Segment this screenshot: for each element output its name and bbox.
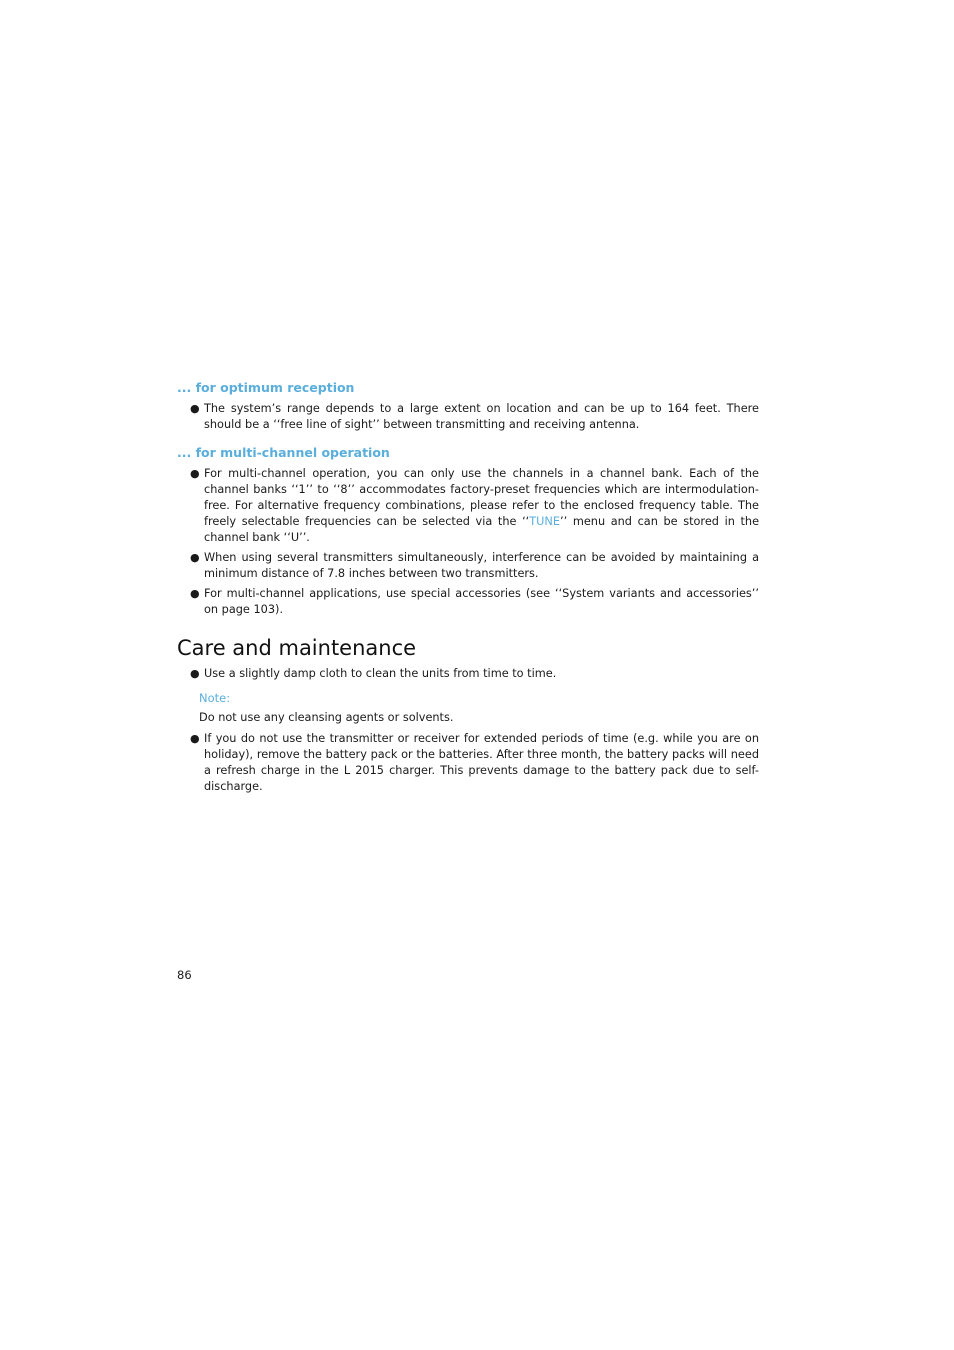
- page-number: 86: [177, 968, 192, 982]
- note-text: Do not use any cleansing agents or solvents.: [199, 711, 454, 724]
- bullet-icon: ●: [190, 587, 200, 600]
- bullet-icon: ●: [190, 551, 200, 564]
- multichannel-bullet-1-pre: For multi-channel operation, you can only use the channels in a channel bank. Each of the channel banks ‘‘1’’ to ‘‘8’’ accommodates factory-preset frequencies which are intermodulation-free. For alternative frequency combinations, please refer to the enclosed frequency table. The freely selectable frequencies can be selected via the ‘‘: [204, 467, 759, 528]
- bullet-icon: ●: [190, 402, 200, 415]
- list-item: [177, 550, 759, 582]
- tune-menu-label: TUNE: [529, 515, 561, 528]
- reception-bullet-text: The system’s range depends to a large extent on location and can be up to 164 feet. There should be a ‘‘free line of sight’’ between transmitting and receiving antenna.: [204, 402, 759, 431]
- multichannel-bullet-list: [177, 466, 759, 618]
- multichannel-bullet-3: For multi-channel applications, use special accessories (see ‘‘System variants and accessories’’ on page 103).: [204, 587, 759, 616]
- list-item: [177, 731, 759, 795]
- multichannel-bullet-2: When using several transmitters simultaneously, interference can be avoided by maintaining a minimum distance of 7.8 inches between two transmitters.: [204, 551, 759, 580]
- care-bullet-2: If you do not use the transmitter or receiver for extended periods of time (e.g. while you are on holiday), remove the battery pack or the batteries. After three month, the battery packs will need a refresh charge in the L 2015 charger. This prevents damage to the battery pack due to self-discharge.: [204, 732, 759, 793]
- note-block: [177, 690, 759, 726]
- list-item: [177, 666, 759, 682]
- care-bullet-1: Use a slightly damp cloth to clean the units from time to time.: [204, 667, 557, 680]
- heading-optimum-reception: ... for optimum reception: [177, 380, 355, 395]
- section-title-care: Care and maintenance: [177, 636, 417, 660]
- list-item: [177, 586, 759, 618]
- bullet-icon: ●: [190, 732, 200, 745]
- heading-multichannel-operation: ... for multi-channel operation: [177, 445, 390, 460]
- list-item: [177, 401, 759, 433]
- reception-bullet-list: [177, 401, 759, 433]
- list-item: [177, 466, 759, 546]
- note-label: Note:: [199, 691, 231, 705]
- bullet-icon: ●: [190, 667, 200, 680]
- care-bullet-list-2: [177, 731, 759, 795]
- care-bullet-list: [177, 666, 759, 682]
- bullet-icon: ●: [190, 467, 200, 480]
- page-content: [177, 380, 759, 799]
- multichannel-bullet-1-post: ’’ menu and can be stored in the channel bank ‘‘U’’.: [204, 515, 760, 544]
